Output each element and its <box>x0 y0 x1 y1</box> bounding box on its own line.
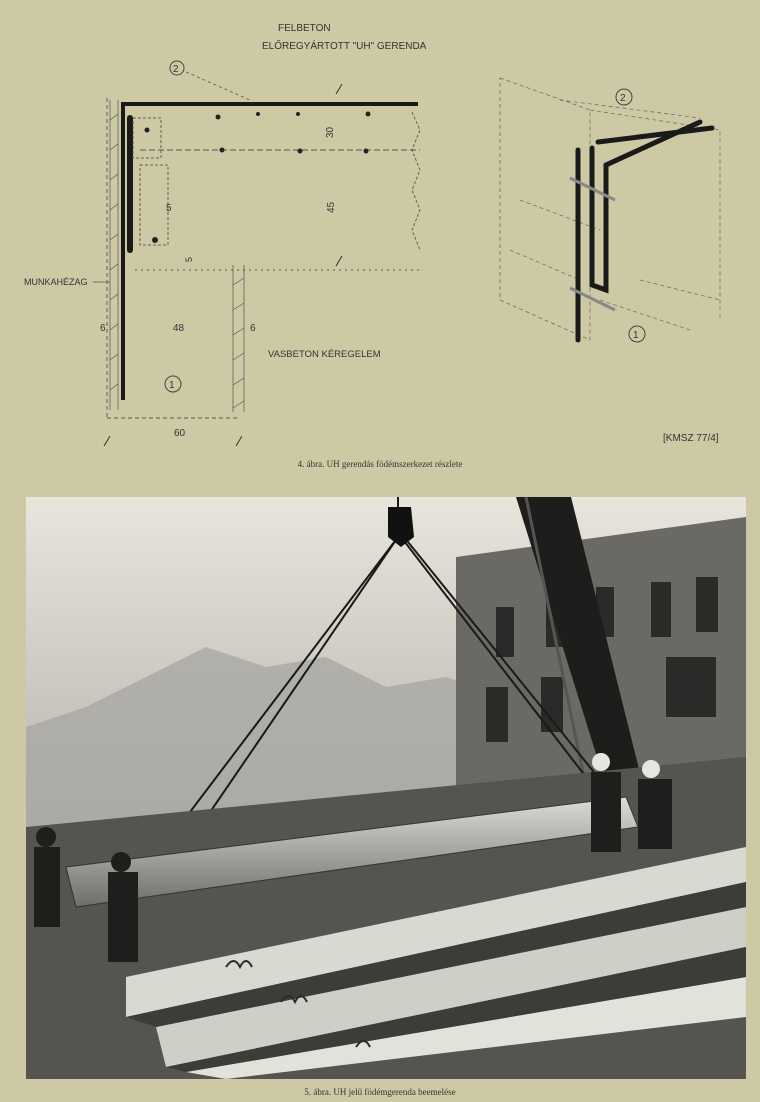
stirrups <box>133 118 168 245</box>
cut-marks <box>104 84 342 446</box>
dim-5-a: 5 <box>166 203 172 214</box>
marker-2-detail <box>616 89 632 105</box>
label-felbeton: FELBETON <box>278 23 331 34</box>
dim-48: 48 <box>173 323 185 334</box>
hatched-wall-inner <box>233 265 244 412</box>
label-munkahezag: MUNKAHÉZAG <box>24 277 88 287</box>
figure-5-caption: 5. ábra. UH jelű födémgerenda beemelése <box>304 1087 456 1097</box>
photo-illustration <box>26 497 746 1079</box>
section-outline <box>107 98 420 418</box>
svg-text:1: 1 <box>633 330 639 341</box>
hatched-wall-left <box>110 100 118 410</box>
rebar-dots <box>145 112 371 244</box>
marker-1 <box>165 376 181 392</box>
figure-5-photo <box>26 497 746 1079</box>
svg-text:1: 1 <box>169 380 175 391</box>
dim-5-b: 5 <box>184 256 194 262</box>
figure-4-caption: 4. ábra. UH gerendás födémszerkezet részlete <box>297 459 463 469</box>
reference-code: [KMSZ 77/4] <box>663 433 719 444</box>
dim-60: 60 <box>174 428 186 439</box>
svg-text:2: 2 <box>620 93 626 104</box>
dim-30: 30 <box>325 126 336 138</box>
label-gerenda: ELŐREGYÁRTOTT "UH" GERENDA <box>262 41 427 52</box>
dim-45: 45 <box>326 201 337 213</box>
isometric-detail <box>500 78 720 340</box>
marker-2 <box>170 61 184 75</box>
dim-6-right: 6 <box>250 323 256 334</box>
figure-4-drawing <box>0 0 760 470</box>
svg-text:2: 2 <box>173 64 179 75</box>
marker-1-detail <box>629 326 645 342</box>
label-vasbeton: VASBETON KÉREGELEM <box>268 349 381 360</box>
dim-6-left: 6 <box>100 323 106 334</box>
